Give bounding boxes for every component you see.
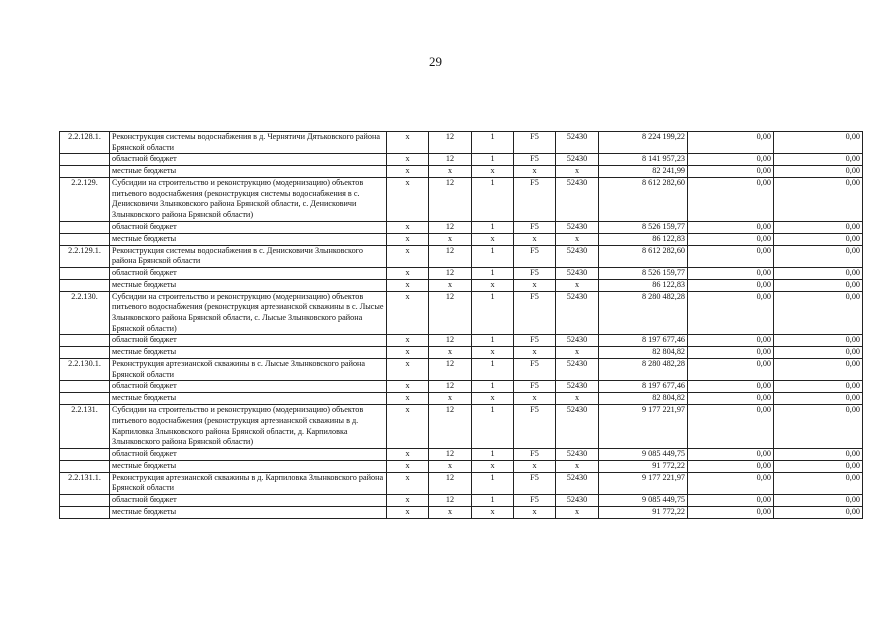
code-4: F5	[514, 472, 556, 494]
amount-year-3: 0,00	[774, 279, 863, 291]
code-3: 1	[472, 472, 514, 494]
amount-year-3: 0,00	[774, 460, 863, 472]
code-5: 52430	[556, 472, 599, 494]
amount-year-2: 0,00	[688, 448, 774, 460]
amount-year-1: 9 085 449,75	[599, 494, 688, 506]
amount-year-3: 0,00	[774, 494, 863, 506]
amount-year-2: 0,00	[688, 460, 774, 472]
amount-year-1: 8 197 677,46	[599, 381, 688, 393]
row-name: Субсидии на строительство и реконструкцию (модернизацию) объектов питьевого водоснабжения (реконструкция артезианской скважины в д. Карпиловка Злынковского района Брянской области, д. Карпиловка Злынковского района Брянской области)	[110, 405, 387, 448]
amount-year-2: 0,00	[688, 178, 774, 221]
amount-year-2: 0,00	[688, 472, 774, 494]
table-row	[60, 132, 863, 154]
code-2: 12	[429, 335, 472, 347]
code-1: х	[387, 245, 429, 267]
page-number: 29	[429, 54, 442, 69]
row-name: местные бюджеты	[110, 460, 387, 472]
amount-year-2: 0,00	[688, 494, 774, 506]
table-row	[60, 335, 863, 347]
row-number: 2.2.129.1.	[60, 245, 110, 267]
amount-year-3: 0,00	[774, 291, 863, 334]
amount-year-3: 0,00	[774, 347, 863, 359]
table-row	[60, 221, 863, 233]
amount-year-1: 9 177 221,97	[599, 472, 688, 494]
amount-year-2: 0,00	[688, 347, 774, 359]
row-name: местные бюджеты	[110, 279, 387, 291]
code-5: 52430	[556, 245, 599, 267]
code-2: 12	[429, 381, 472, 393]
amount-year-1: 82 804,82	[599, 393, 688, 405]
code-3: 1	[472, 359, 514, 381]
row-number: 2.2.130.	[60, 291, 110, 334]
code-3: х	[472, 506, 514, 518]
code-1: х	[387, 405, 429, 448]
table-row	[60, 154, 863, 166]
code-2: х	[429, 506, 472, 518]
code-2: 12	[429, 359, 472, 381]
row-number	[60, 347, 110, 359]
amount-year-1: 91 772,22	[599, 506, 688, 518]
row-name: Субсидии на строительство и реконструкцию (модернизацию) объектов питьевого водоснабжения (реконструкция артезианской скважины в с. Лысые Злынковского района Брянской области, с. Лысые Злынковского района Брянской области)	[110, 291, 387, 334]
code-4: F5	[514, 335, 556, 347]
code-4: F5	[514, 221, 556, 233]
row-number	[60, 506, 110, 518]
amount-year-1: 8 612 282,60	[599, 178, 688, 221]
amount-year-3: 0,00	[774, 335, 863, 347]
code-4: F5	[514, 359, 556, 381]
row-number	[60, 166, 110, 178]
budget-table	[59, 131, 863, 519]
code-3: 1	[472, 405, 514, 448]
code-4: F5	[514, 291, 556, 334]
row-number	[60, 494, 110, 506]
code-3: х	[472, 233, 514, 245]
code-3: 1	[472, 381, 514, 393]
code-1: х	[387, 335, 429, 347]
code-5: 52430	[556, 221, 599, 233]
code-1: х	[387, 267, 429, 279]
table-row	[60, 405, 863, 448]
table-row	[60, 347, 863, 359]
row-number	[60, 279, 110, 291]
row-name: местные бюджеты	[110, 506, 387, 518]
code-3: 1	[472, 448, 514, 460]
table-row	[60, 460, 863, 472]
amount-year-2: 0,00	[688, 132, 774, 154]
amount-year-2: 0,00	[688, 506, 774, 518]
amount-year-2: 0,00	[688, 405, 774, 448]
code-1: х	[387, 359, 429, 381]
code-3: 1	[472, 291, 514, 334]
row-name: местные бюджеты	[110, 233, 387, 245]
code-3: 1	[472, 154, 514, 166]
code-2: х	[429, 460, 472, 472]
amount-year-1: 86 122,83	[599, 279, 688, 291]
table-row	[60, 178, 863, 221]
code-1: х	[387, 393, 429, 405]
code-5: 52430	[556, 359, 599, 381]
amount-year-1: 8 280 482,28	[599, 359, 688, 381]
code-1: х	[387, 221, 429, 233]
amount-year-2: 0,00	[688, 279, 774, 291]
row-number	[60, 154, 110, 166]
row-name: областной бюджет	[110, 335, 387, 347]
amount-year-3: 0,00	[774, 506, 863, 518]
amount-year-1: 9 177 221,97	[599, 405, 688, 448]
row-number: 2.2.131.	[60, 405, 110, 448]
code-5: 52430	[556, 405, 599, 448]
code-1: х	[387, 472, 429, 494]
code-4: F5	[514, 405, 556, 448]
code-5: х	[556, 460, 599, 472]
amount-year-1: 8 280 482,28	[599, 291, 688, 334]
row-number: 2.2.128.1.	[60, 132, 110, 154]
row-name: местные бюджеты	[110, 166, 387, 178]
code-2: 12	[429, 245, 472, 267]
amount-year-1: 8 526 159,77	[599, 267, 688, 279]
code-1: х	[387, 460, 429, 472]
row-number	[60, 267, 110, 279]
amount-year-3: 0,00	[774, 132, 863, 154]
code-2: 12	[429, 448, 472, 460]
code-1: х	[387, 178, 429, 221]
table-row	[60, 291, 863, 334]
amount-year-1: 86 122,83	[599, 233, 688, 245]
code-2: 12	[429, 267, 472, 279]
code-3: 1	[472, 267, 514, 279]
row-name: областной бюджет	[110, 267, 387, 279]
code-2: 12	[429, 405, 472, 448]
amount-year-3: 0,00	[774, 359, 863, 381]
row-number	[60, 381, 110, 393]
row-number	[60, 460, 110, 472]
code-5: х	[556, 347, 599, 359]
code-3: х	[472, 460, 514, 472]
code-2: 12	[429, 472, 472, 494]
amount-year-3: 0,00	[774, 381, 863, 393]
amount-year-2: 0,00	[688, 166, 774, 178]
amount-year-1: 8 197 677,46	[599, 335, 688, 347]
code-2: 12	[429, 178, 472, 221]
amount-year-3: 0,00	[774, 245, 863, 267]
amount-year-2: 0,00	[688, 335, 774, 347]
code-3: х	[472, 347, 514, 359]
amount-year-2: 0,00	[688, 233, 774, 245]
amount-year-2: 0,00	[688, 267, 774, 279]
row-number: 2.2.130.1.	[60, 359, 110, 381]
amount-year-3: 0,00	[774, 178, 863, 221]
row-name: Субсидии на строительство и реконструкцию (модернизацию) объектов питьевого водоснабжения (реконструкция системы водоснабжения в с. Денисковичи Злынковского района Брянской области, с. Денисковичи Злынковского района Брянской области)	[110, 178, 387, 221]
code-1: х	[387, 291, 429, 334]
code-1: х	[387, 506, 429, 518]
amount-year-3: 0,00	[774, 472, 863, 494]
table-row	[60, 233, 863, 245]
amount-year-2: 0,00	[688, 221, 774, 233]
budget-table-body	[60, 132, 863, 519]
code-5: 52430	[556, 381, 599, 393]
row-name: областной бюджет	[110, 381, 387, 393]
code-4: F5	[514, 448, 556, 460]
code-1: х	[387, 154, 429, 166]
code-1: х	[387, 494, 429, 506]
code-1: х	[387, 448, 429, 460]
code-2: х	[429, 279, 472, 291]
code-3: 1	[472, 221, 514, 233]
code-5: 52430	[556, 291, 599, 334]
code-1: х	[387, 132, 429, 154]
amount-year-1: 82 804,82	[599, 347, 688, 359]
row-name: областной бюджет	[110, 154, 387, 166]
table-row	[60, 279, 863, 291]
code-3: х	[472, 279, 514, 291]
amount-year-2: 0,00	[688, 154, 774, 166]
row-name: местные бюджеты	[110, 347, 387, 359]
amount-year-3: 0,00	[774, 393, 863, 405]
code-3: 1	[472, 245, 514, 267]
table-row	[60, 393, 863, 405]
table-row	[60, 381, 863, 393]
amount-year-2: 0,00	[688, 359, 774, 381]
amount-year-1: 82 241,99	[599, 166, 688, 178]
code-5: х	[556, 166, 599, 178]
code-2: х	[429, 347, 472, 359]
code-2: 12	[429, 132, 472, 154]
amount-year-3: 0,00	[774, 405, 863, 448]
amount-year-3: 0,00	[774, 233, 863, 245]
code-1: х	[387, 279, 429, 291]
row-name: Реконструкция артезианской скважины в с. Лысые Злынковского района Брянской области	[110, 359, 387, 381]
row-number	[60, 221, 110, 233]
code-3: х	[472, 393, 514, 405]
code-4: F5	[514, 154, 556, 166]
amount-year-3: 0,00	[774, 267, 863, 279]
code-3: 1	[472, 494, 514, 506]
code-2: х	[429, 166, 472, 178]
code-2: 12	[429, 221, 472, 233]
code-4: х	[514, 460, 556, 472]
table-row	[60, 267, 863, 279]
row-number: 2.2.131.1.	[60, 472, 110, 494]
code-2: 12	[429, 494, 472, 506]
amount-year-1: 9 085 449,75	[599, 448, 688, 460]
code-2: х	[429, 393, 472, 405]
amount-year-1: 8 612 282,60	[599, 245, 688, 267]
code-1: х	[387, 166, 429, 178]
code-4: х	[514, 393, 556, 405]
code-4: F5	[514, 245, 556, 267]
row-number	[60, 335, 110, 347]
code-5: 52430	[556, 448, 599, 460]
row-number	[60, 448, 110, 460]
code-4: F5	[514, 132, 556, 154]
row-name: Реконструкция системы водоснабжения в д. Чернятичи Дятьковского района Брянской области	[110, 132, 387, 154]
amount-year-3: 0,00	[774, 448, 863, 460]
code-3: х	[472, 166, 514, 178]
table-row	[60, 472, 863, 494]
row-name: областной бюджет	[110, 221, 387, 233]
code-4: F5	[514, 267, 556, 279]
row-number: 2.2.129.	[60, 178, 110, 221]
code-1: х	[387, 233, 429, 245]
code-4: х	[514, 506, 556, 518]
code-5: 52430	[556, 132, 599, 154]
code-2: х	[429, 233, 472, 245]
code-4: F5	[514, 381, 556, 393]
code-1: х	[387, 347, 429, 359]
amount-year-2: 0,00	[688, 393, 774, 405]
amount-year-1: 8 141 957,23	[599, 154, 688, 166]
code-5: 52430	[556, 178, 599, 221]
code-4: х	[514, 347, 556, 359]
code-4: F5	[514, 494, 556, 506]
amount-year-2: 0,00	[688, 245, 774, 267]
table-row	[60, 448, 863, 460]
code-5: 52430	[556, 494, 599, 506]
table-row	[60, 166, 863, 178]
code-3: 1	[472, 132, 514, 154]
amount-year-1: 8 526 159,77	[599, 221, 688, 233]
row-name: Реконструкция системы водоснабжения в с. Денисковичи Злынковского района Брянской области	[110, 245, 387, 267]
code-3: 1	[472, 335, 514, 347]
row-name: местные бюджеты	[110, 393, 387, 405]
row-name: Реконструкция артезианской скважины в д. Карпиловка Злынковского района Брянской области	[110, 472, 387, 494]
amount-year-3: 0,00	[774, 221, 863, 233]
row-name: областной бюджет	[110, 448, 387, 460]
code-5: 52430	[556, 267, 599, 279]
table-row	[60, 494, 863, 506]
code-5: 52430	[556, 154, 599, 166]
code-1: х	[387, 381, 429, 393]
table-row	[60, 506, 863, 518]
code-2: 12	[429, 291, 472, 334]
code-5: х	[556, 233, 599, 245]
amount-year-3: 0,00	[774, 166, 863, 178]
code-2: 12	[429, 154, 472, 166]
amount-year-1: 8 224 199,22	[599, 132, 688, 154]
amount-year-1: 91 772,22	[599, 460, 688, 472]
code-4: х	[514, 233, 556, 245]
code-5: х	[556, 506, 599, 518]
amount-year-2: 0,00	[688, 291, 774, 334]
amount-year-2: 0,00	[688, 381, 774, 393]
code-5: х	[556, 279, 599, 291]
code-3: 1	[472, 178, 514, 221]
row-number	[60, 393, 110, 405]
code-5: 52430	[556, 335, 599, 347]
amount-year-3: 0,00	[774, 154, 863, 166]
code-4: F5	[514, 178, 556, 221]
row-number	[60, 233, 110, 245]
code-5: х	[556, 393, 599, 405]
table-row	[60, 245, 863, 267]
code-4: х	[514, 166, 556, 178]
row-name: областной бюджет	[110, 494, 387, 506]
code-4: х	[514, 279, 556, 291]
table-row	[60, 359, 863, 381]
